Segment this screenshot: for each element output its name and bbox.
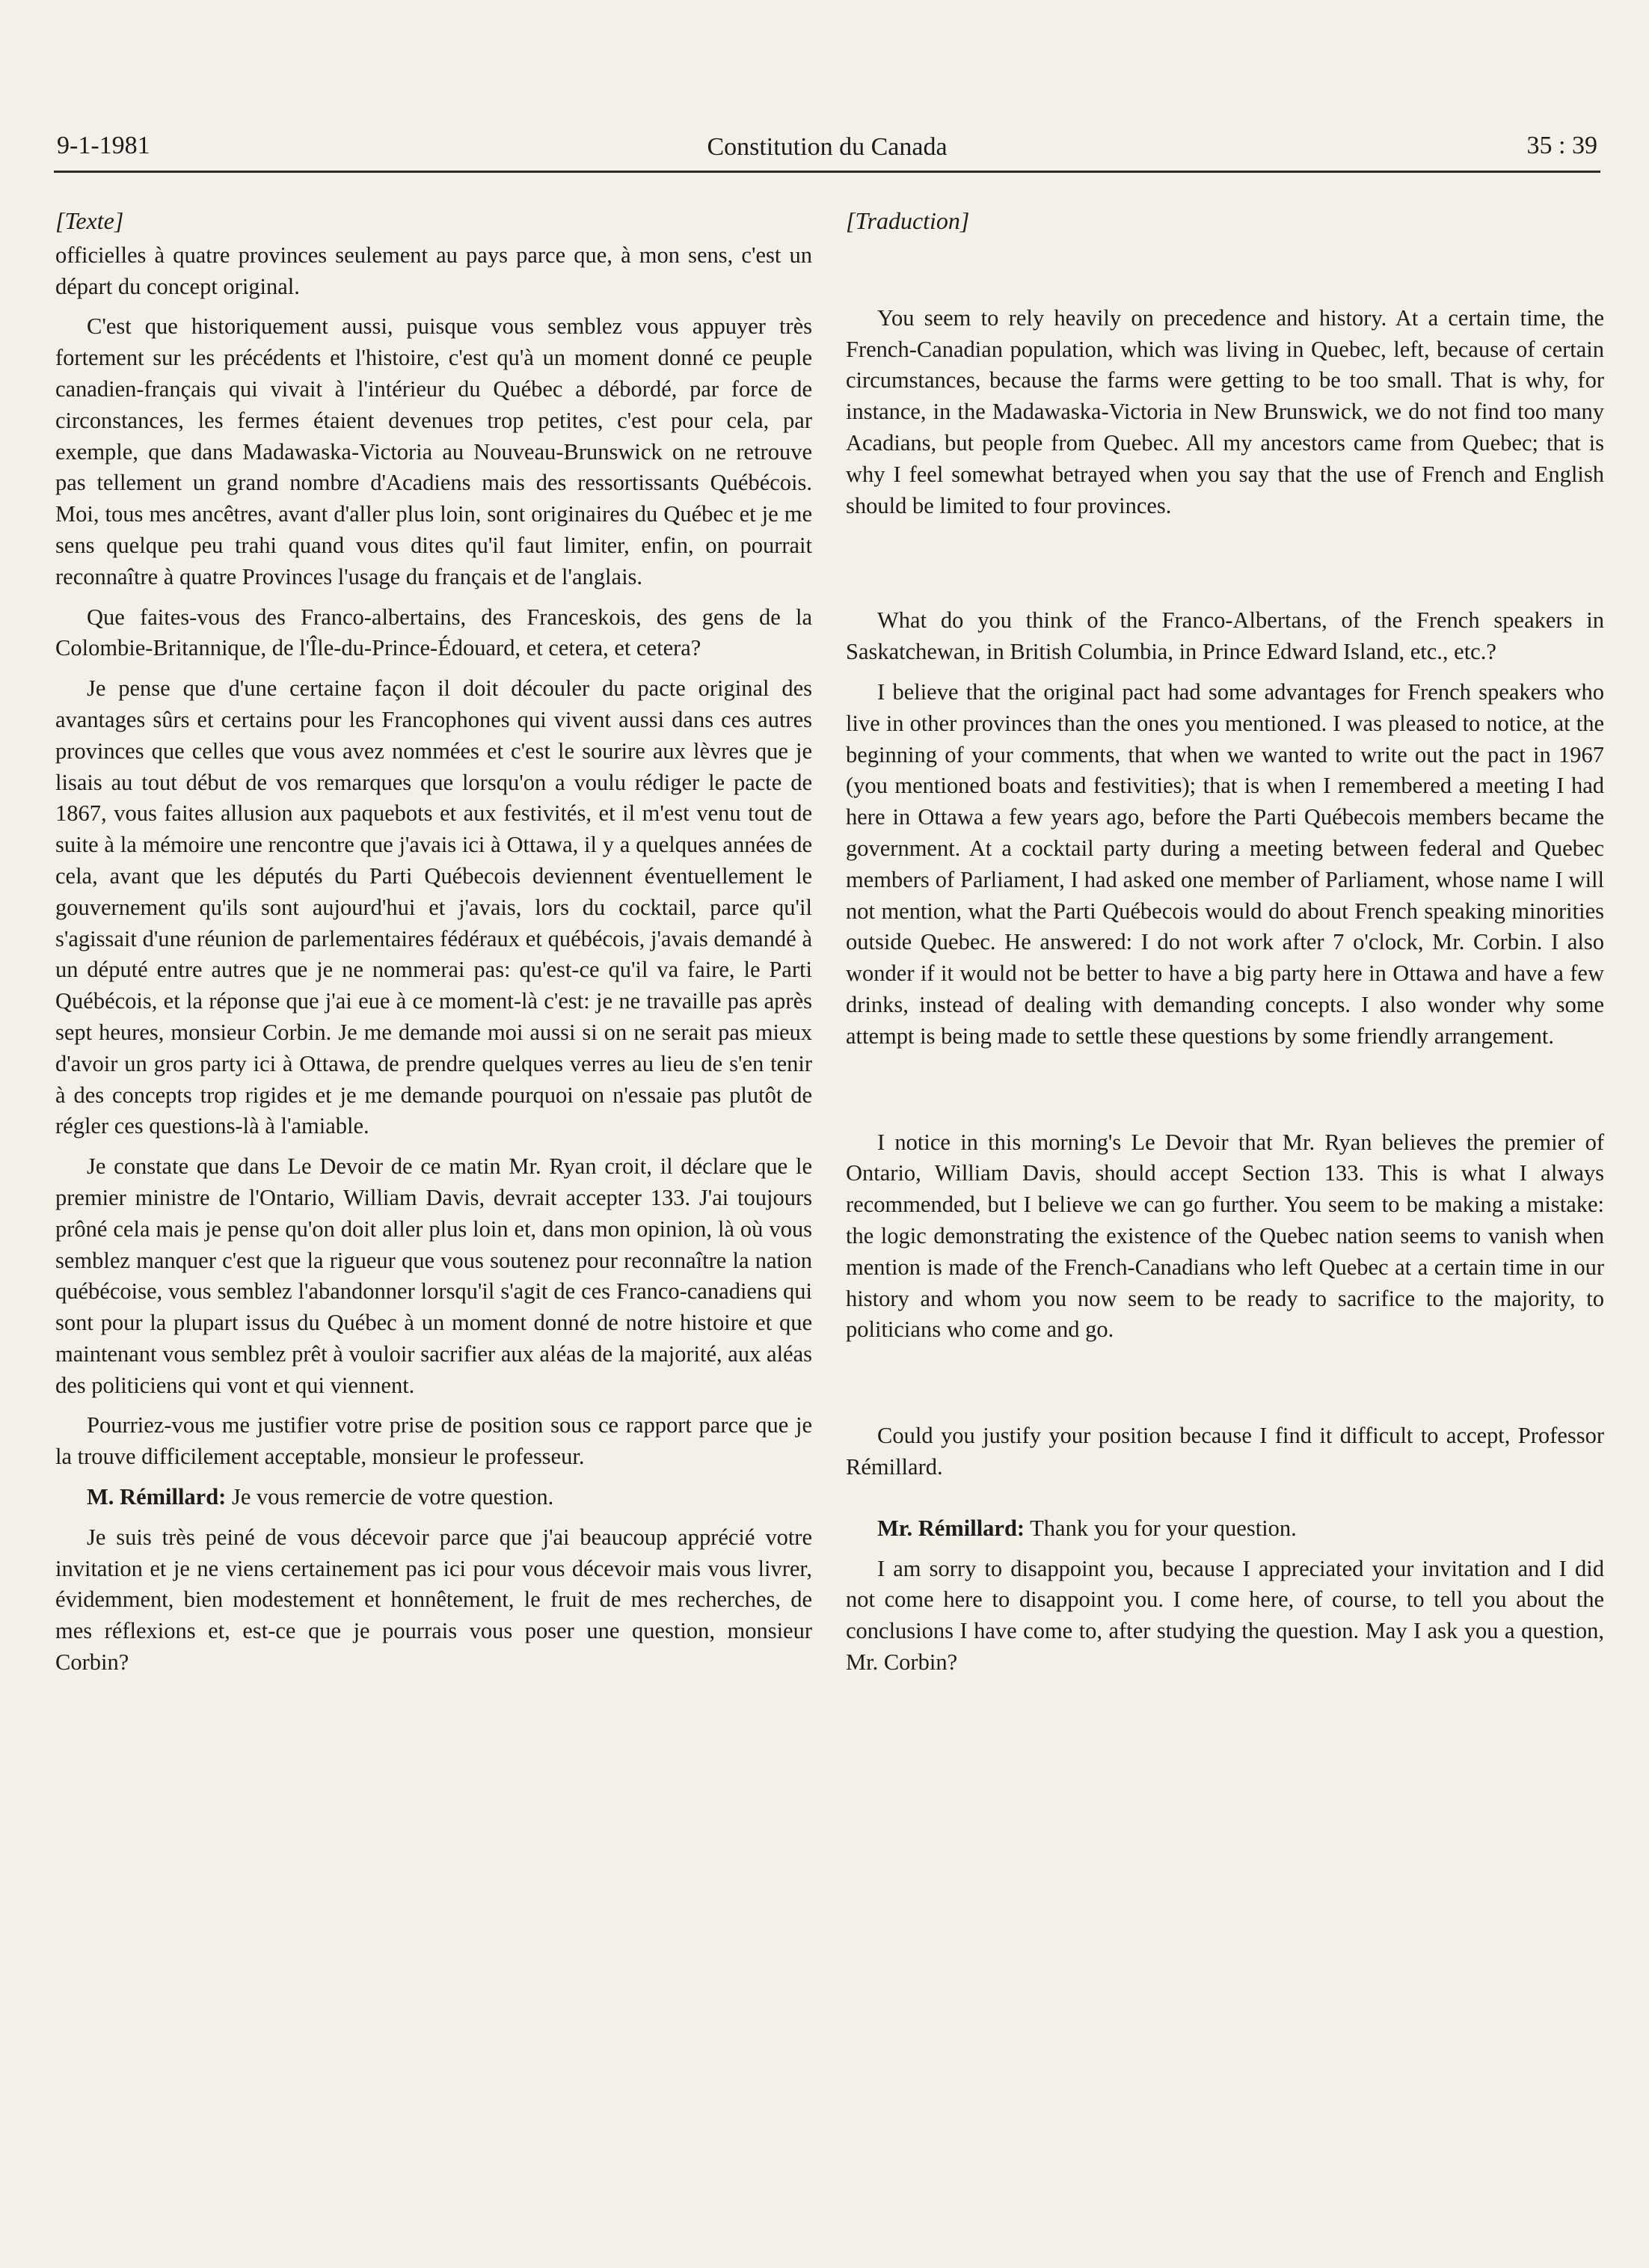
paragraph: I am sorry to disappoint you, because I appreciated your invitation and I did not come here to disappoint you. I come here, of course, to tell you about the conclusions I have come to, after studying the question. May I ask you a question, Mr. Corbin? bbox=[846, 1555, 1604, 1675]
speaker-paragraph bbox=[55, 1482, 812, 1513]
paragraph: I notice in this morning's Le Devoir that Mr. Ryan believes the premier of Ontario, William Davis, should accept Section 133. This is what I always recommended, but I believe we can go further. You seem to be making a mistake: the logic demonstrating the existence of the Quebec nation seems to vanish when mention is made of the French-Canadians who left Quebec at a certain time in our history and whom you now seem to be ready to sacrifice to the majority, to politicians who come and go. bbox=[846, 1129, 1604, 1343]
paragraph: Que faites-vous des Franco-albertains, des Franceskois, des gens de la Colombie-Britannique, de l'Île-du-Prince-Édouard, et cetera, et cetera? bbox=[55, 604, 812, 661]
header-date: 9-1-1981 bbox=[57, 132, 150, 159]
speaker-text: Je vous remercie de votre question. bbox=[231, 1484, 554, 1510]
paragraph: C'est que historiquement aussi, puisque vous semblez vous appuyer très fortement sur les précédents et l'histoire, c'est qu'à un moment donné ce peuple canadien-français qui vivait à l'intérieur du Québec a débordé, par force de circonstances, les fermes étaient devenues trop petites, c'est pour cela, par exemple, que dans Madawaska-Victoria au Nouveau-Brunswick on ne retrouve pas tellement un grand nombre d'Acadiens mais des ressortissants Québécois. Moi, tous mes ancêtres, avant d'aller plus loin, sont originaires du Québec et je me sens quelque peu trahi quand vous dites qu'il faut limiter, enfin, on pourrait reconnaître à quatre Provinces l'usage du français et de l'anglais. bbox=[55, 313, 812, 589]
english-column bbox=[846, 206, 1604, 1679]
translation-label-word: Traduction bbox=[855, 207, 960, 234]
paragraph: Je pense que d'une certaine façon il doit découler du pacte original des avantages sûrs et certains pour les Francophones qui vivent aussi dans ces autres provinces que celles que vous avez nommées et c'est le sourire aux lèvres que je lisais au tout début de vos remarques que lorsqu'on a voulu rédiger le pacte de 1867, vous faites allusion aux paquebots et aux festivités, et il m'est venu tout de suite à la mémoire une rencontre que j'avais ici à Ottawa, il y a quelques années de cela, avant que les députés du Parti Québecois deviennent éventuellement le gouvernement qu'ils sont aujourd'hui et j'avais, lors du cocktail, parce qu'il s'agissait d'une réunion de parlementaires fédéraux et québécois, j'avais demandé à un député entre autres que je ne nommerai pas: qu'est-ce qu'il va faire, le Parti Québécois, et la réponse que j'ai eue à ce moment-là c'est: je ne travaille pas après sept heures, monsieur Corbin. Je me demande moi aussi si on ne serait pas mieux d'avoir un gros party ici à Ottawa, de prendre quelques verres au lieu de s'en tenir à des concepts trop rigides et je me demande pourquoi on n'essaie pas plutôt de régler ces questions-là à l'amiable. bbox=[55, 675, 812, 1139]
speaker-text: Thank you for your question. bbox=[1030, 1515, 1297, 1541]
speaker-paragraph bbox=[846, 1513, 1604, 1545]
text-label: [Texte] bbox=[55, 207, 124, 234]
paragraph: Pourriez-vous me justifier votre prise de position sous ce rapport parce que je la trouve difficilement acceptable, monsieur le professeur. bbox=[55, 1412, 812, 1470]
paragraph: I believe that the original pact had some advantages for French speakers who live in other provinces than the ones you mentioned. I was pleased to notice, at the beginning of your comments, that when we wanted to write out the pact in 1967 (you mentioned boats and festivities); that is when I remembered a meeting I had here in Ottawa a few years ago, before the Parti Québecois members became the government. At a cocktail party during a meeting between federal and Quebec members of Parliament, I had asked one member of Parliament, whose name I will not mention, what the Parti Québecois would do about French speaking minorities outside Quebec. He answered: I do not work after 7 o'clock, Mr. Corbin. I also wonder if it would not be better to have a big party here in Ottawa and have a few drinks, instead of dealing with demanding concepts. I also wonder why some attempt is being made to settle these questions by some friendly arrangement. bbox=[846, 678, 1604, 1049]
header-page-number: 35 : 39 bbox=[1526, 132, 1597, 159]
french-column bbox=[55, 206, 812, 1679]
paragraph: officielles à quatre provinces seulement au pays parce que, à mon sens, c'est un départ du concept original. bbox=[55, 242, 812, 299]
translation-label: [Traduction] bbox=[846, 207, 970, 234]
paragraph: Could you justify your position because I find it difficult to accept, Professor Rémillard. bbox=[846, 1423, 1604, 1480]
page-header bbox=[54, 129, 1600, 173]
speaker-name: M. Rémillard: bbox=[87, 1484, 227, 1510]
speaker-name: Mr. Rémillard: bbox=[877, 1515, 1025, 1541]
paragraph: Je suis très peiné de vous décevoir parce que j'ai beaucoup apprécié votre invitation et je ne viens certainement pas ici pour vous décevoir mais vous livrer, évidemment, bien modestement et honnêtement, le fruit de mes recherches, de mes réflexions et, est-ce que je pourrais vous poser une question, monsieur Corbin? bbox=[55, 1524, 812, 1676]
paragraph: You seem to rely heavily on precedence and history. At a certain time, the French-Canadian population, which was living in Quebec, left, because of certain circumstances, because the farms were getting to be too small. That is why, for instance, in the Madawaska-Victoria in New Brunswick, we do not find too many Acadians, but people from Quebec. All my ancestors came from Quebec; that is why I feel somewhat betrayed when you say that the use of French and English should be limited to four provinces. bbox=[846, 304, 1604, 518]
header-title: Constitution du Canada bbox=[707, 133, 948, 161]
paragraph: What do you think of the Franco-Albertans, of the French speakers in Saskatchewan, in British Columbia, in Prince Edward Island, etc., etc.? bbox=[846, 607, 1604, 665]
paragraph: Je constate que dans Le Devoir de ce matin Mr. Ryan croit, il déclare que le premier ministre de l'Ontario, William Davis, devrait accepter 133. J'ai toujours prôné cela mais je pense qu'on doit aller plus loin et, dans mon opinion, là où vous semblez manquer c'est que la rigueur que vous soutenez pour reconnaître la nation québécoise, vous semblez l'abandonner lorsqu'il s'agit de ces Franco-canadiens qui sont pour la plupart issus du Québec à un moment donné de notre histoire et que maintenant vous semblez prêt à vouloir sacrifier aux aléas de la majorité, aux aléas des politiciens qui vont et qui viennent. bbox=[55, 1153, 812, 1398]
text-label-word: Texte bbox=[64, 207, 114, 234]
